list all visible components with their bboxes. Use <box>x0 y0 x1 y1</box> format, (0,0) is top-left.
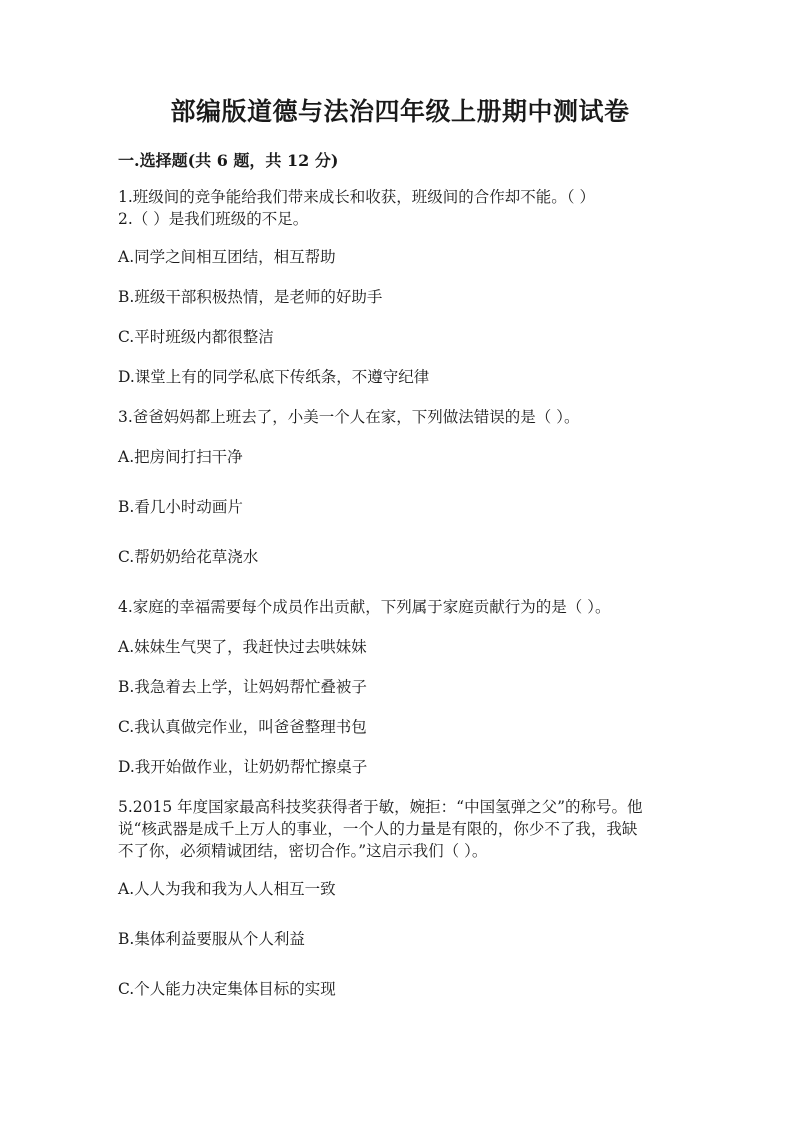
question-3-option-c: C.帮奶奶给花草浇水 <box>118 548 259 566</box>
question-4-stem: 4.家庭的幸福需要每个成员作出贡献，下列属于家庭贡献行为的是（ ）。 <box>118 598 611 616</box>
question-5-option-c: C.个人能力决定集体目标的实现 <box>118 980 336 998</box>
question-1: 1.班级间的竞争能给我们带来成长和收获，班级间的合作却不能。（ ） <box>118 188 595 206</box>
question-3-option-b: B.看几小时动画片 <box>118 498 243 516</box>
question-2-option-c: C.平时班级内都很整洁 <box>118 328 274 346</box>
question-4-option-a: A.妹妹生气哭了，我赶快过去哄妹妹 <box>118 638 367 656</box>
question-3-option-a: A.把房间打扫干净 <box>118 448 243 466</box>
question-4-option-d: D.我开始做作业，让奶奶帮忙擦桌子 <box>118 758 368 776</box>
question-5-option-b: B.集体利益要服从个人利益 <box>118 930 305 948</box>
question-5-stem-line-3: 不了你，必须精诚团结，密切合作。”这启示我们（ ）。 <box>118 842 488 860</box>
question-2-option-d: D.课堂上有的同学私底下传纸条，不遵守纪律 <box>118 368 430 386</box>
question-5-option-a: A.人人为我和我为人人相互一致 <box>118 880 336 898</box>
question-3-stem: 3.爸爸妈妈都上班去了，小美一个人在家，下列做法错误的是（ ）。 <box>118 408 580 426</box>
page-title: 部编版道德与法治四年级上册期中测试卷 <box>170 97 630 126</box>
question-5-stem-line-2: 说“核武器是成千上万人的事业，一个人的力量是有限的，你少不了我，我缺 <box>118 820 638 838</box>
section-heading: 一.选择题(共 6 题，共 12 分) <box>118 151 339 170</box>
question-5-stem-line-1: 5.2015 年度国家最高科技奖获得者于敏，婉拒：“中国氢弹之父”的称号。他 <box>118 798 643 816</box>
question-4-option-c: C.我认真做完作业，叫爸爸整理书包 <box>118 718 367 736</box>
question-2-option-a: A.同学之间相互团结，相互帮助 <box>118 248 336 266</box>
question-2-option-b: B.班级干部积极热情，是老师的好助手 <box>118 288 383 306</box>
question-2-stem: 2.（ ）是我们班级的不足。 <box>118 210 309 228</box>
question-4-option-b: B.我急着去上学，让妈妈帮忙叠被子 <box>118 678 367 696</box>
